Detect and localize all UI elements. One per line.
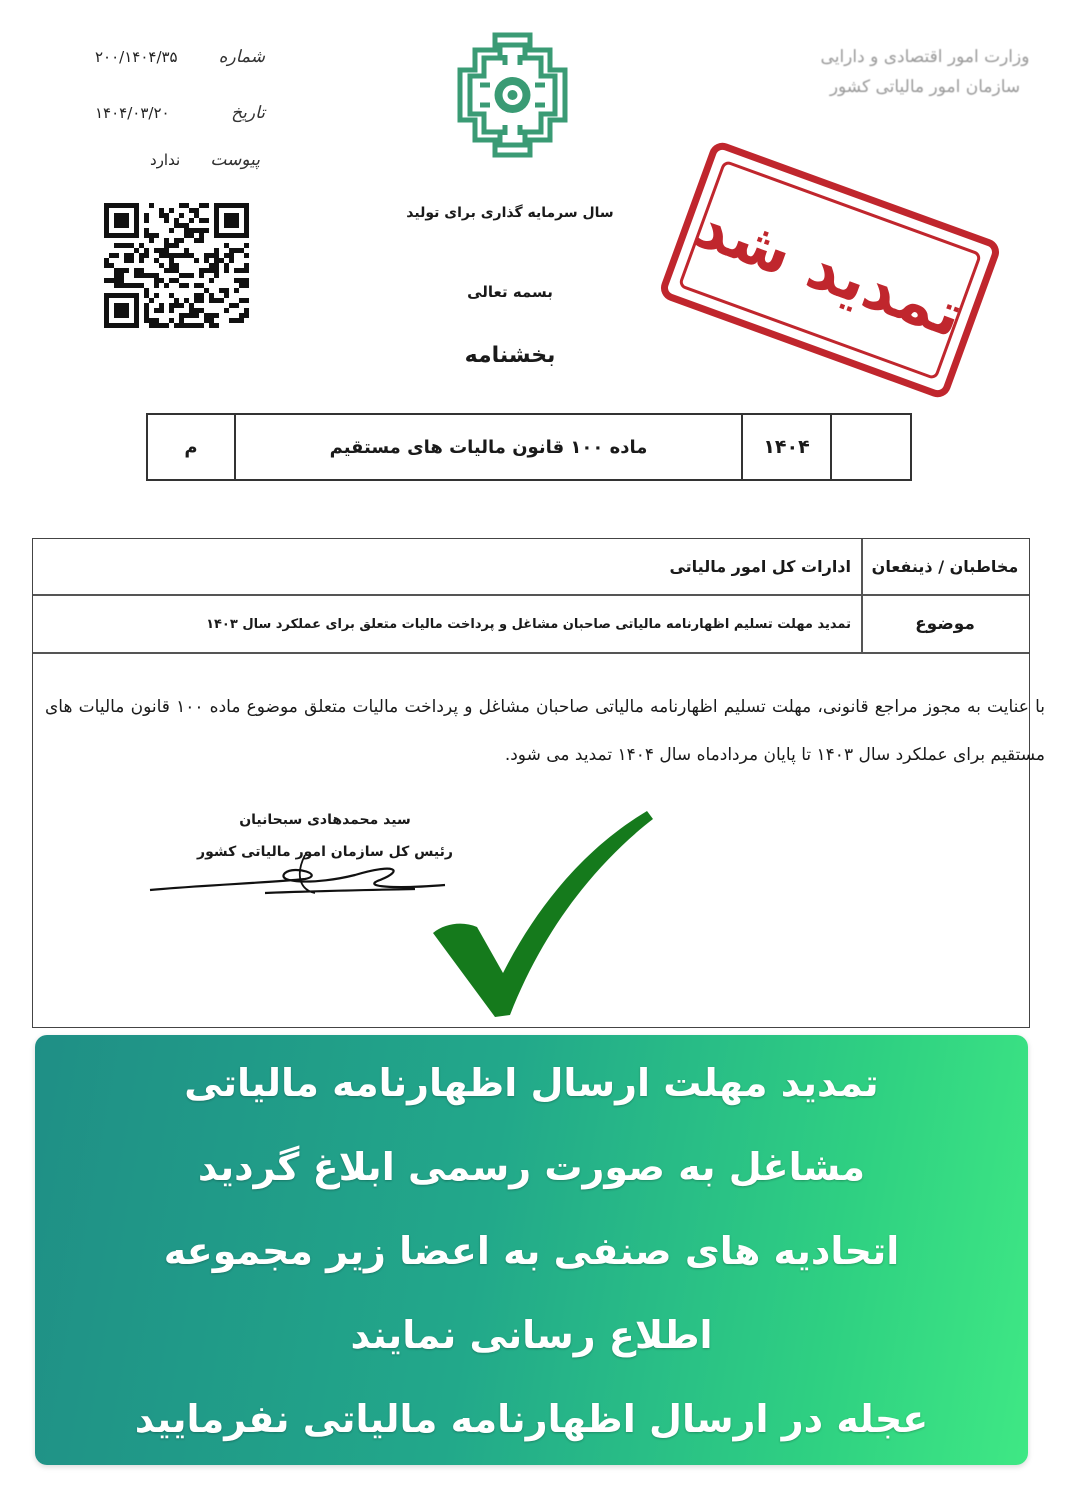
organization-name: سازمان امور مالیاتی کشور [829,77,1021,97]
date-label: تاریخ [231,103,265,123]
meta-number [832,415,912,479]
circular-meta-table [146,413,912,481]
banner-line-2: مشاغل به صورت رسمی ابلاغ گردید [197,1145,866,1189]
ref-number-value: ۲۰۰/۱۴۰۴/۳۵ [95,48,178,66]
circular-body-text: با عنایت به مجوز مراجع قانونی، مهلت تسلیم اظهارنامه مالیاتی صاحبان مشاغل و پرداخت مالیات متعلق موضوع ماده ۱۰۰ قانون مالیات های مستقیم برای عملکرد سال ۱۴۰۳ تا پایان مردادماه سال ۱۴۰۴ تمدید می شود. [45,697,1045,765]
signer-name: سید محمدهادی سبحانیان [239,812,411,828]
meta-subject-title: ماده ۱۰۰ قانون مالیات های مستقیم [329,436,648,458]
banner-line-1: تمدید مهلت ارسال اظهارنامه مالیاتی [184,1061,879,1105]
date-row [95,98,265,128]
signer-title: رئیس کل سازمان امور مالیاتی کشور [197,844,453,860]
ref-number-label: شماره [218,47,265,67]
ministry-name: وزارت امور اقتصادی و دارایی [820,47,1030,67]
year-slogan: سال سرمایه گذاری برای تولید [406,205,614,221]
attachment-label: پیوست [210,150,260,170]
signature-icon [145,845,465,905]
meta-year: ۱۴۰۴ [763,436,810,458]
recipients-label: مخاطبان / ذینفعان [871,557,1019,576]
subject-value: تمدید مهلت تسلیم اظهارنامه مالیاتی صاحبان مشاغل و پرداخت مالیات متعلق برای عملکرد سال ۱۴۰۳ [206,616,851,632]
banner-line-5: عجله در ارسال اظهارنامه مالیاتی نفرمایید [134,1397,929,1441]
invocation: بسمه تعالی [467,283,553,301]
subject-label: موضوع [915,614,975,634]
recipients-value: ادارات کل امور مالیاتی [669,557,851,576]
date-value: ۱۴۰۴/۰۳/۲۰ [95,104,170,122]
ministry-header [815,42,1035,102]
attachment-row [150,145,260,175]
ref-number-row [95,42,265,72]
document-type-title: بخشنامه [464,343,556,368]
stamp-text: تمدید شد [686,188,973,353]
meta-code: م [184,436,198,458]
check-mark-icon [425,805,655,1020]
extended-stamp [640,120,1020,420]
banner-line-3: اتحادیه های صنفی به اعضا زیر مجموعه [163,1229,900,1273]
announcement-banner [35,1035,1028,1465]
qr-code-icon [104,203,249,328]
banner-line-4: اطلاع رسانی نمایند [350,1313,713,1357]
tax-organization-logo-icon [455,30,570,160]
attachment-value: ندارد [150,151,181,169]
